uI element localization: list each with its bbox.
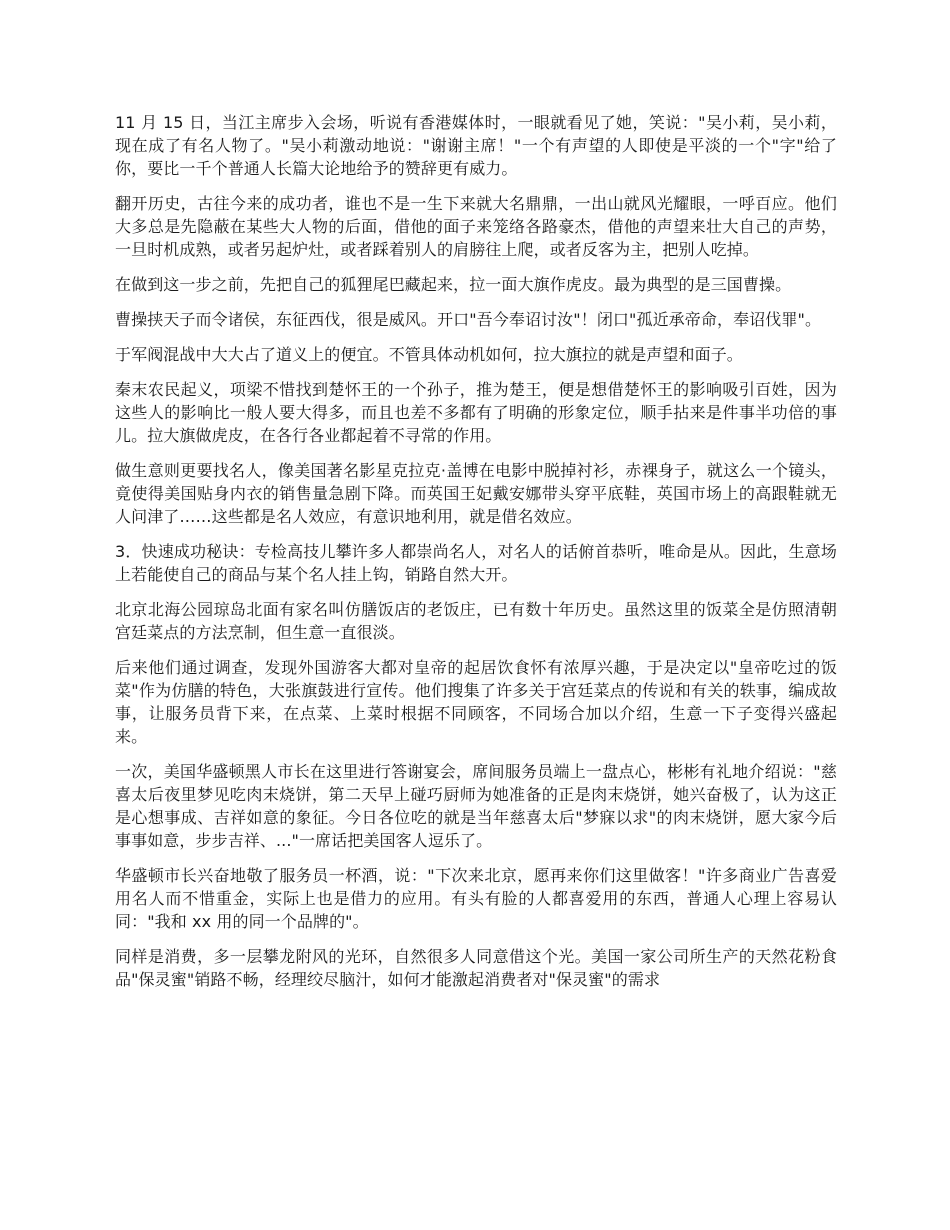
paragraph-11: 一次，美国华盛顿黑人市长在这里进行答谢宴会，席间服务员端上一盘点心，彬彬有礼地介绍说："慈喜太后夜里梦见吃肉末烧饼，第二天早上碰巧厨师为她准备的正是肉末烧饼，她兴奋极了，认为这正是心想事成、吉祥如意的象征。今日各位吃的就是当年慈喜太后"梦寐以求"的肉末烧饼，愿大家今后事事如意，步步吉祥、..."一席话把美国客人逗乐了。 — [115, 762, 837, 850]
paragraph-5: 于军阀混战中大大占了道义上的便宜。不管具体动机如何，拉大旗拉的就是声望和面子。 — [115, 345, 743, 364]
document-body — [115, 111, 837, 1003]
paragraph-7: 做生意则更要找名人，像美国著名影星克拉克·盖博在电影中脱掉衬衫，赤裸身子，就这么一个镜头，竟使得美国贴身内衣的销售量急剧下降。而英国王妃戴安娜带头穿平底鞋，英国市场上的高跟鞋就无人问津了……这些都是名人效应，有意识地利用，就是借名效应。 — [115, 461, 837, 526]
paragraph-6: 秦末农民起义，项梁不惜找到楚怀王的一个孙子，推为楚王，便是想借楚怀王的影响吸引百姓，因为这些人的影响比一般人要大得多，而且也差不多都有了明确的形象定位，顺手拈来是件事半功倍的事儿。拉大旗做虎皮，在各行各业都起着不寻常的作用。 — [115, 380, 837, 445]
paragraph-12: 华盛顿市长兴奋地敬了服务员一杯酒，说："下次来北京，愿再来你们这里做客！"许多商业广告喜爱用名人而不惜重金，实际上也是借力的应用。有头有脸的人都喜爱用的东西，普通人心理上容易认同："我和 xx 用的同一个品牌的"。 — [115, 866, 837, 931]
paragraph-4: 曹操挟天子而令诸侯，东征西伐，很是威风。开口"吾今奉诏讨汝"！闭口"孤近承帝命，奉诏伐罪"。 — [115, 310, 822, 329]
paragraph-1: 11 月 15 日，当江主席步入会场，听说有香港媒体时，一眼就看见了她，笑说："吴小莉，吴小莉，现在成了有名人物了。"吴小莉激动地说："谢谢主席！"一个有声望的人即使是平淡的一个"字"给了你，要比一千个普通人长篇大论地给予的赞辞更有威力。 — [115, 113, 837, 178]
paragraph-10: 后来他们通过调查，发现外国游客大都对皇帝的起居饮食怀有浓厚兴趣，于是决定以"皇帝吃过的饭菜"作为仿膳的特色，大张旗鼓进行宣传。他们搜集了许多关于宫廷菜点的传说和有关的轶事，编成故事，让服务员背下来，在点菜、上菜时根据不同顾客，不同场合加以介绍，生意一下子变得兴盛起来。 — [115, 658, 837, 746]
paragraph-2: 翻开历史，古往今来的成功者，谁也不是一生下来就大名鼎鼎，一出山就风光耀眼，一呼百应。他们大多总是先隐蔽在某些大人物的后面，借他的面子来笼络各路豪杰，借他的声望来壮大自己的声势，一旦时机成熟，或者另起炉灶，或者踩着别人的肩膀往上爬，或者反客为主，把别人吃掉。 — [115, 194, 837, 259]
paragraph-13: 同样是消费，多一层攀龙附风的光环，自然很多人同意借这个光。美国一家公司所生产的天然花粉食品"保灵蜜"销路不畅，经理绞尽脑汁，如何才能激起消费者对"保灵蜜"的需求 — [115, 947, 837, 989]
paragraph-3: 在做到这一步之前，先把自己的狐狸尾巴藏起来，拉一面大旗作虎皮。最为典型的是三国曹操。 — [115, 275, 792, 294]
paragraph-8: 3．快速成功秘诀：专检高技儿攀许多人都崇尚名人，对名人的话俯首恭听，唯命是从。因此，生意场上若能使自己的商品与某个名人挂上钩，销路自然大开。 — [115, 542, 837, 584]
paragraph-9: 北京北海公园琼岛北面有家名叫仿膳饭店的老饭庄，已有数十年历史。虽然这里的饭菜全是仿照清朝宫廷菜点的方法烹制，但生意一直很淡。 — [115, 600, 837, 642]
